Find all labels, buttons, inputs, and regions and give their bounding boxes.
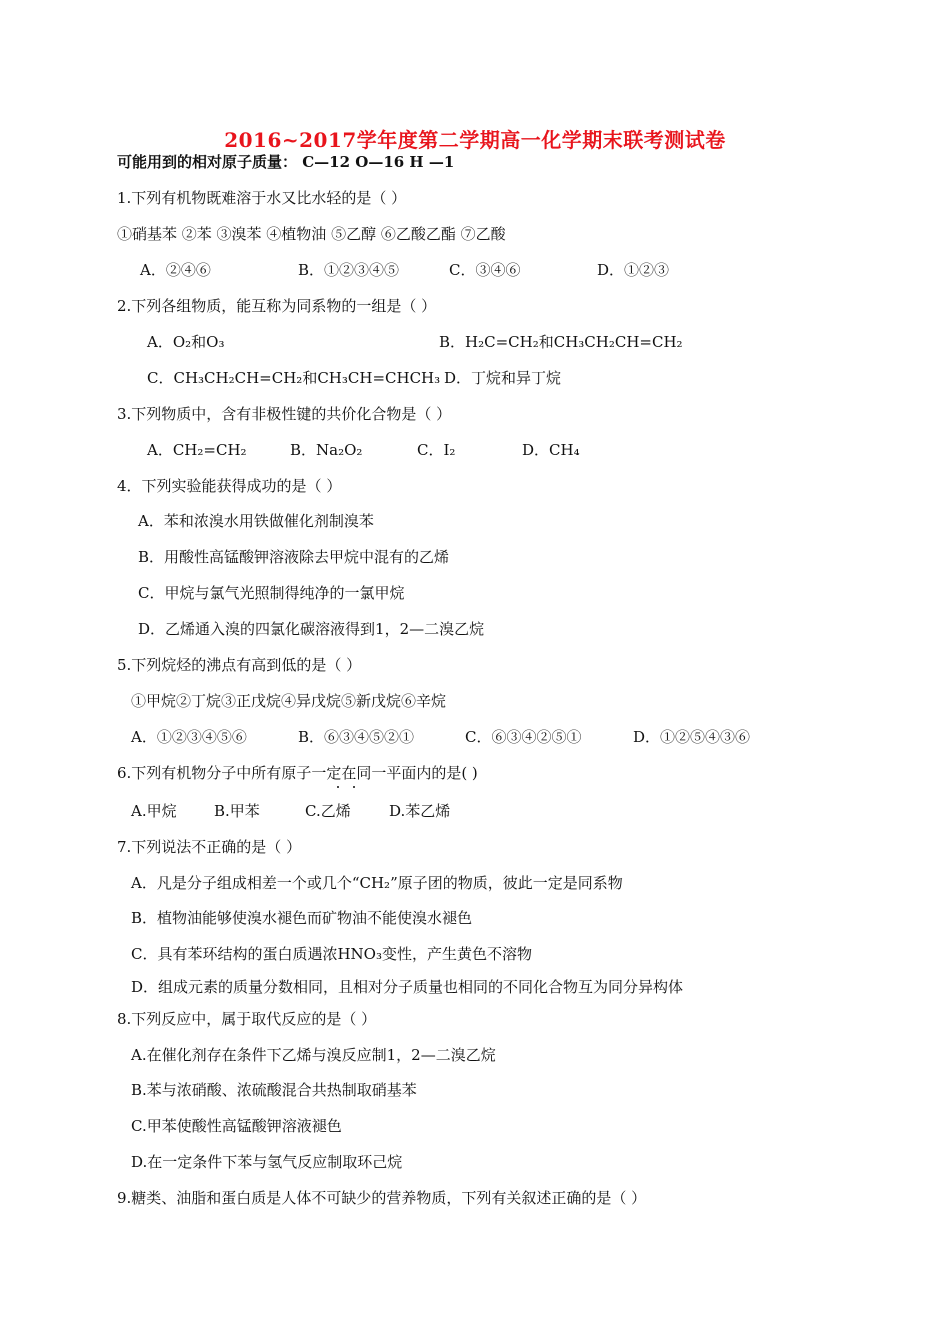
question-9-stem: 9.糖类、油脂和蛋白质是人体不可缺少的营养物质，下列有关叙述正确的是（ ） (117, 1189, 647, 1207)
question-3-option-c: C．I₂ (417, 441, 456, 459)
question-5-option-b: B．⑥③④⑤②① (298, 728, 415, 746)
question-8-option-c: C.甲苯使酸性高锰酸钾溶液褪色 (131, 1117, 342, 1135)
emphasis-dot (337, 786, 339, 788)
exam-title: 2016~2017学年度第二学期高一化学期末联考测试卷 (224, 128, 726, 152)
question-1-stem: 1.下列有机物既难溶于水又比水轻的是（ ） (117, 189, 407, 207)
question-8-option-d: D.在一定条件下苯与氢气反应制取环己烷 (131, 1153, 403, 1171)
question-6-stem: 6.下列有机物分子中所有原子一定在同一平面内的是( ) (117, 764, 478, 782)
question-1-option-d: D．①②③ (597, 261, 670, 279)
question-1-option-a: A．②④⑥ (140, 261, 211, 279)
question-3-option-a: A．CH₂=CH₂ (147, 441, 247, 459)
question-5-option-c: C．⑥③④②⑤① (465, 728, 582, 746)
question-1-list: ①硝基苯 ②苯 ③溴苯 ④植物油 ⑤乙醇 ⑥乙酸乙酯 ⑦乙酸 (117, 225, 506, 243)
question-6-option-c: C.乙烯 (305, 802, 351, 820)
question-6-option-b: B.甲苯 (214, 802, 260, 820)
question-5-list: ①甲烷②丁烷③正戊烷④异戊烷⑤新戊烷⑥辛烷 (131, 692, 447, 710)
question-3-option-b: B．Na₂O₂ (290, 441, 363, 459)
question-6-option-d: D.苯乙烯 (389, 802, 451, 820)
question-4-option-c: C．甲烷与氯气光照制得纯净的一氯甲烷 (138, 584, 405, 602)
question-3-option-d: D．CH₄ (522, 441, 580, 459)
question-2-option-c: C．CH₃CH₂CH=CH₂和CH₃CH=CHCH₃ (147, 369, 441, 387)
question-8-option-a: A.在催化剂存在条件下乙烯与溴反应制1，2—二溴乙烷 (131, 1046, 496, 1064)
emphasis-dot (353, 786, 355, 788)
question-5-option-a: A．①②③④⑤⑥ (131, 728, 247, 746)
question-7-option-b: B．植物油能够使溴水褪色而矿物油不能使溴水褪色 (131, 909, 473, 927)
question-1-option-c: C．③④⑥ (449, 261, 521, 279)
question-2-option-d: D．丁烷和异丁烷 (444, 369, 562, 387)
question-4-option-a: A．苯和浓溴水用铁做催化剂制溴苯 (138, 512, 374, 530)
question-8-stem: 8.下列反应中，属于取代反应的是（ ） (117, 1010, 377, 1028)
question-7-stem: 7.下列说法不正确的是（ ） (117, 838, 302, 856)
question-1-option-b: B．①②③④⑤ (298, 261, 400, 279)
question-2-option-a: A．O₂和O₃ (147, 333, 225, 351)
question-4-stem: 4．下列实验能获得成功的是（ ） (117, 477, 342, 495)
question-2-stem: 2.下列各组物质，能互称为同系物的一组是（ ） (117, 297, 437, 315)
question-5-option-d: D．①②⑤④③⑥ (633, 728, 751, 746)
question-4-option-b: B．用酸性高锰酸钾溶液除去甲烷中混有的乙烯 (138, 548, 450, 566)
question-5-stem: 5.下列烷烃的沸点有高到低的是（ ） (117, 656, 362, 674)
question-7-option-d: D．组成元素的质量分数相同，且相对分子质量也相同的不同化合物互为同分异构体 (131, 978, 684, 996)
atomic-mass-note: 可能用到的相对原子质量： C—12 O—16 H —1 (117, 153, 455, 171)
question-4-option-d: D．乙烯通入溴的四氯化碳溶液得到1，2—二溴乙烷 (138, 620, 485, 638)
question-7-option-c: C．具有苯环结构的蛋白质遇浓HNO₃变性，产生黄色不溶物 (131, 945, 532, 963)
question-8-option-b: B.苯与浓硝酸、浓硫酸混合共热制取硝基苯 (131, 1081, 417, 1099)
question-2-option-b: B．H₂C=CH₂和CH₃CH₂CH=CH₂ (439, 333, 683, 351)
question-7-option-a: A．凡是分子组成相差一个或几个“CH₂”原子团的物质，彼此一定是同系物 (131, 874, 623, 892)
question-6-option-a: A.甲烷 (131, 802, 177, 820)
question-3-stem: 3.下列物质中，含有非极性键的共价化合物是（ ） (117, 405, 452, 423)
